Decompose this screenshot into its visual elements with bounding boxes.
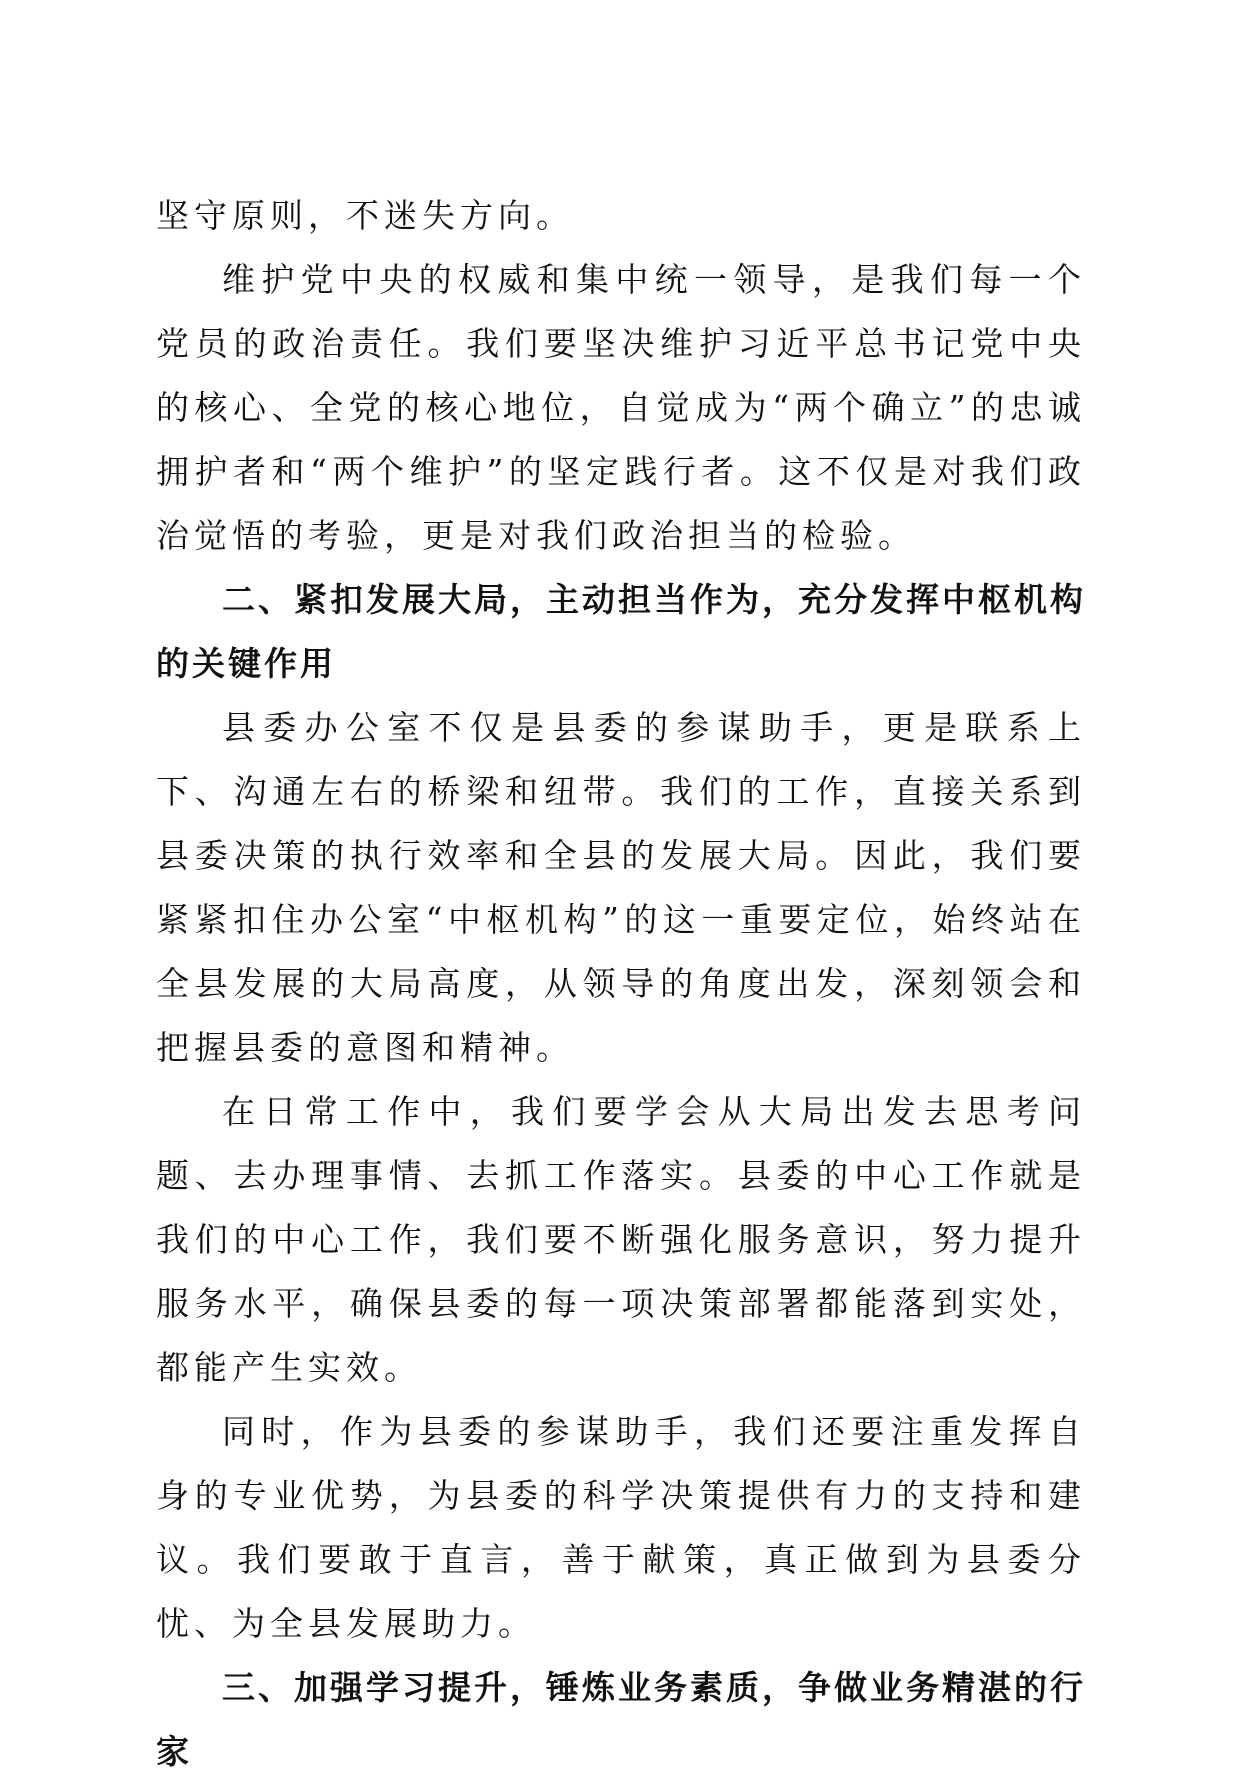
paragraph-1: 坚守原则，不迷失方向。 xyxy=(156,196,574,235)
paragraph-5: 同时，作为县委的参谋助手，我们还要注重发挥自身的专业优势，为县委的科学决策提供有力的支持和建议。我们要敢于直言，善于献策，真正做到为县委分忧、为全县发展助力。 xyxy=(156,1412,1086,1643)
document-body xyxy=(156,184,1086,1784)
section-heading-3: 三、加强学习提升，锤炼业务素质，争做业务精湛的行家 xyxy=(156,1668,1086,1771)
paragraph-2: 维护党中央的权威和集中统一领导，是我们每一个党员的政治责任。我们要坚决维护习近平总书记党中央的核心、全党的核心地位，自觉成为“两个确立”的忠诚拥护者和“两个维护”的坚定践行者。这不仅是对我们政治觉悟的考验，更是对我们政治担当的检验。 xyxy=(156,260,1086,555)
paragraph-3: 县委办公室不仅是县委的参谋助手，更是联系上下、沟通左右的桥梁和纽带。我们的工作，直接关系到县委决策的执行效率和全县的发展大局。因此，我们要紧紧扣住办公室“中枢机构”的这一重要定位，始终站在全县发展的大局高度，从领导的角度出发，深刻领会和把握县委的意图和精神。 xyxy=(156,708,1086,1067)
paragraph-4: 在日常工作中，我们要学会从大局出发去思考问题、去办理事情、去抓工作落实。县委的中心工作就是我们的中心工作，我们要不断强化服务意识，努力提升服务水平，确保县委的每一项决策部署都能落到实处，都能产生实效。 xyxy=(156,1092,1086,1387)
section-heading-2: 二、紧扣发展大局，主动担当作为，充分发挥中枢机构的关键作用 xyxy=(156,580,1086,683)
